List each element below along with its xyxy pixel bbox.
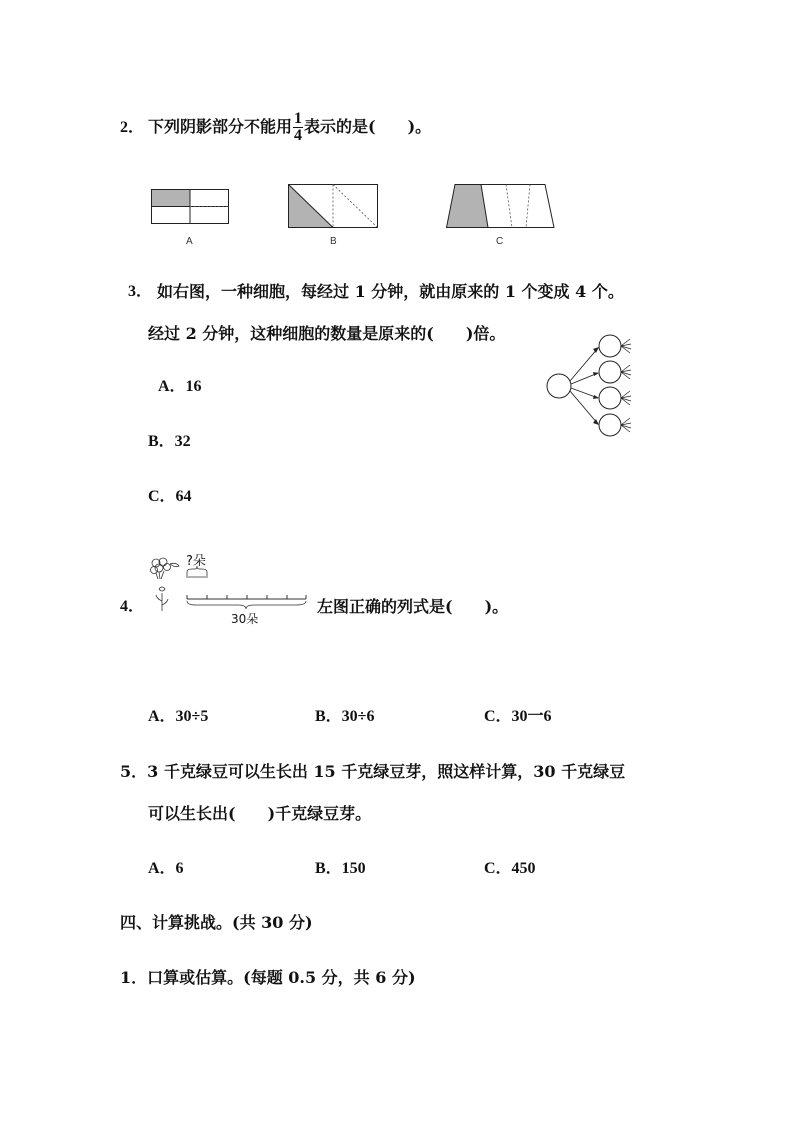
flower-single-icon (156, 587, 168, 611)
q2-text-after: 表示的是( )。 (304, 117, 432, 136)
q4-option-b: B．30÷6 (315, 708, 375, 725)
q5-option-c: C．450 (484, 860, 536, 877)
q2-label-c: C (496, 236, 504, 247)
section-4-title: 四、计算挑战。(共 30 分) (120, 913, 313, 932)
q2-fraction (293, 111, 303, 144)
q3-option-b: B．32 (148, 433, 191, 450)
q4-number: 4． (120, 598, 145, 615)
q3-line-1: 如右图，一种细胞，每经过 1 分钟，就由原来的 1 个变成 4 个。 (157, 282, 624, 301)
q2-fraction-numerator: 1 (294, 109, 303, 127)
q4-unknown-label: ?朵 (186, 554, 206, 569)
q5-option-b: B．150 (315, 860, 366, 877)
q3-number: 3． (128, 283, 153, 300)
q4-option-a: A．30÷5 (148, 708, 209, 725)
q2-label-a: A (186, 236, 193, 247)
flower-bouquet-icon (151, 558, 180, 579)
q3-parent-cell (547, 374, 571, 398)
q3-child-cell-4 (599, 414, 621, 436)
q2-figure-a (151, 189, 231, 225)
q5-line-1: 5．3 千克绿豆可以生长出 15 千克绿豆芽，照这样计算，30 千克绿豆 (120, 762, 626, 781)
q4-top-brace (186, 566, 208, 578)
q4-option-c: C．30一6 (484, 708, 552, 725)
q2-fraction-denominator: 4 (294, 126, 303, 144)
q2-text-before: 下列阴影部分不能用 (148, 117, 293, 136)
q2-label-b: B (330, 236, 337, 247)
q2-figure-a-shaded-part (152, 190, 190, 207)
q5-line-2: 可以生长出( )千克绿豆芽。 (148, 804, 372, 823)
q3-child-cell-3 (599, 387, 621, 409)
q3-option-a: A．16 (158, 378, 202, 395)
q3-cell-diagram (540, 330, 640, 442)
q2-number: 2． (120, 119, 145, 136)
q2-figure-b (288, 184, 380, 228)
q3-line-2: 经过 2 分钟，这种细胞的数量是原来的( )倍。 (148, 324, 506, 343)
section-4-subquestion-1: 1．口算或估算。(每题 0.5 分，共 6 分) (120, 968, 416, 987)
q4-text: 左图正确的列式是( )。 (317, 597, 509, 616)
q3-child-cell-2 (599, 361, 621, 383)
q4-flower-icons (146, 555, 186, 617)
q3-child-cell-1 (599, 335, 621, 357)
q2-figure-c (446, 184, 558, 228)
q3-option-c: C．64 (148, 488, 192, 505)
q4-total-label: 30朵 (231, 612, 259, 626)
q2-prompt (148, 104, 431, 150)
q5-option-a: A．6 (148, 860, 184, 877)
